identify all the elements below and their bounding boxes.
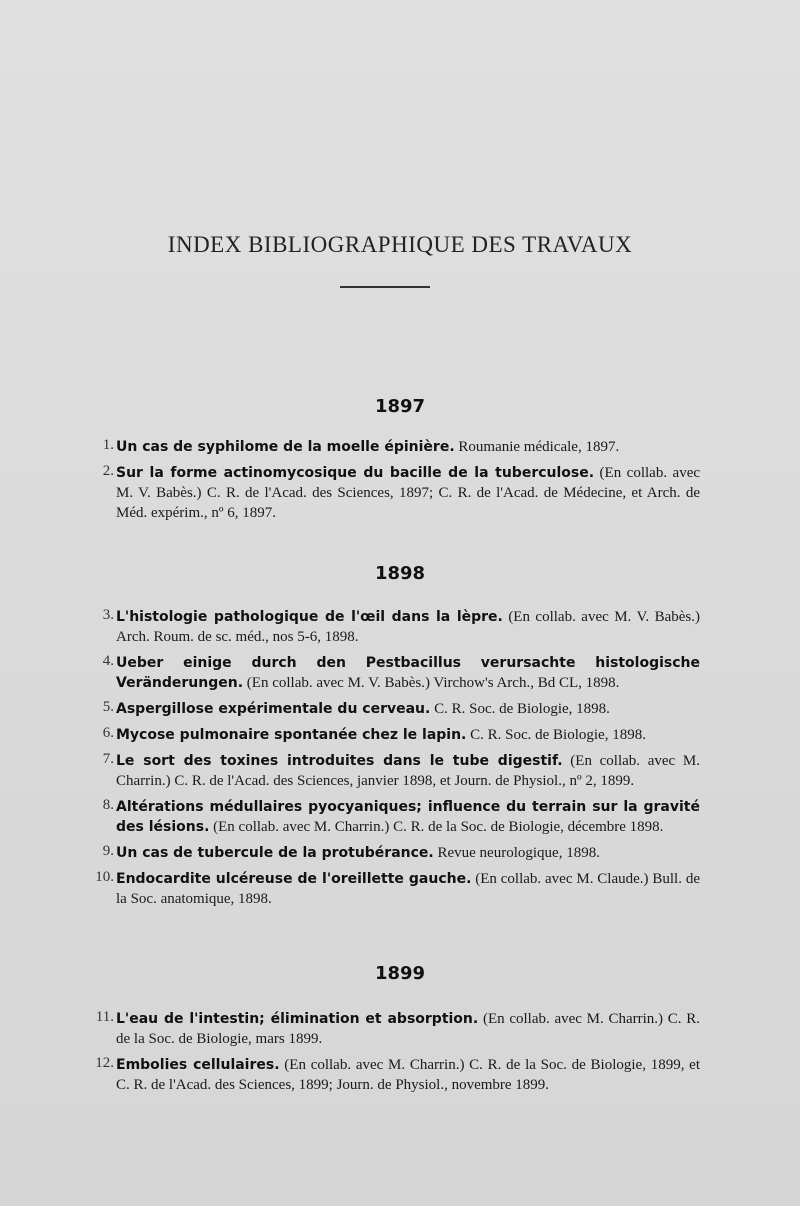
entry-title: Endocardite ulcéreuse de l'oreillette gauche. (116, 871, 472, 887)
entry-number: 7. (102, 751, 114, 767)
entry-citation: (En collab. avec M. Claude.) Bull. de la Soc. anatomique, 1898. (116, 871, 700, 907)
bib-entry (80, 843, 700, 863)
entry-number: 10. (95, 869, 114, 885)
entry-number: 1. (102, 437, 114, 453)
entry-title: Ueber einige durch den Pestbacillus verursachte histologische Veränderungen. (116, 655, 700, 691)
entry-title: Altérations médullaires pyocyaniques; influence du terrain sur la gravité des lésions. (116, 799, 700, 835)
entry-title: L'histologie pathologique de l'œil dans la lèpre. (116, 609, 503, 625)
entry-number: 5. (102, 699, 114, 715)
bib-entry (80, 797, 700, 837)
entry-title: Aspergillose expérimentale du cerveau. (116, 701, 431, 717)
entry-number: 8. (102, 797, 114, 813)
entries-1897 (80, 437, 700, 529)
entry-citation: (En collab. avec M. Charrin.) C. R. de l'Acad. des Sciences, janvier 1898, et Journ. de Physiol., nº 2, 1899. (116, 753, 700, 789)
entry-number: 2. (102, 463, 114, 479)
entry-citation: Revue neurologique, 1898. (433, 845, 600, 861)
entry-title: Sur la forme actinomycosique du bacille de la tuberculose. (116, 465, 595, 481)
entry-citation: (En collab. avec M. Charrin.) C. R. de la Soc. de Biologie, 1899, et C. R. de l'Acad. des Sciences, 1899; Journ. de Physiol., novembre 1899. (116, 1057, 701, 1093)
entries-1899 (80, 1009, 700, 1101)
entry-number: 3. (102, 607, 114, 623)
bib-entry (80, 1009, 700, 1049)
year-heading-1897: 1897 (374, 396, 426, 417)
bib-entry (80, 751, 700, 791)
entry-number: 9. (102, 843, 114, 859)
entry-number: 11. (95, 1009, 114, 1025)
entry-citation: Roumanie médicale, 1897. (454, 439, 620, 455)
entry-number: 4. (102, 653, 114, 669)
year-heading-1899: 1899 (374, 963, 426, 984)
entry-title: Embolies cellulaires. (116, 1057, 280, 1073)
bib-entry (80, 869, 700, 909)
bib-entry (80, 1055, 700, 1095)
bib-entry (80, 463, 700, 523)
entry-citation: (En collab. avec M. V. Babès.) C. R. de l'Acad. des Sciences, 1897; C. R. de l'Acad. de Médecine, et Arch. de Méd. expérim., nº 6, 1897. (116, 465, 701, 521)
bib-entry (80, 607, 700, 647)
page-title: INDEX BIBLIOGRAPHIQUE DES TRAVAUX (167, 232, 633, 257)
entry-title: Un cas de tubercule de la protubérance. (116, 845, 434, 861)
entry-number: 12. (95, 1055, 114, 1071)
bib-entry (80, 725, 700, 745)
entry-title: Un cas de syphilome de la moelle épinière. (116, 439, 455, 455)
bib-entry (80, 699, 700, 719)
entry-citation: C. R. Soc. de Biologie, 1898. (430, 701, 610, 717)
entry-citation: (En collab. avec M. V. Babès.) Arch. Roum. de sc. méd., nos 5-6, 1898. (116, 609, 700, 645)
entry-citation: (En collab. avec M. Charrin.) C. R. de la Soc. de Biologie, décembre 1898. (209, 819, 664, 835)
bib-entry (80, 653, 700, 693)
year-heading-1898: 1898 (374, 563, 426, 584)
entry-number: 6. (102, 725, 114, 741)
bib-entry (80, 437, 700, 457)
entries-1898 (80, 607, 700, 915)
entry-title: Mycose pulmonaire spontanée chez le lapin. (116, 727, 467, 743)
title-rule (340, 286, 430, 288)
entry-citation: (En collab. avec M. V. Babès.) Virchow's Arch., Bd CL, 1898. (243, 675, 620, 691)
entry-citation: C. R. Soc. de Biologie, 1898. (466, 727, 646, 743)
entry-title: Le sort des toxines introduites dans le tube digestif. (116, 753, 563, 769)
entry-citation: (En collab. avec M. Charrin.) C. R. de la Soc. de Biologie, mars 1899. (116, 1011, 700, 1047)
entry-title: L'eau de l'intestin; élimination et absorption. (116, 1011, 479, 1027)
